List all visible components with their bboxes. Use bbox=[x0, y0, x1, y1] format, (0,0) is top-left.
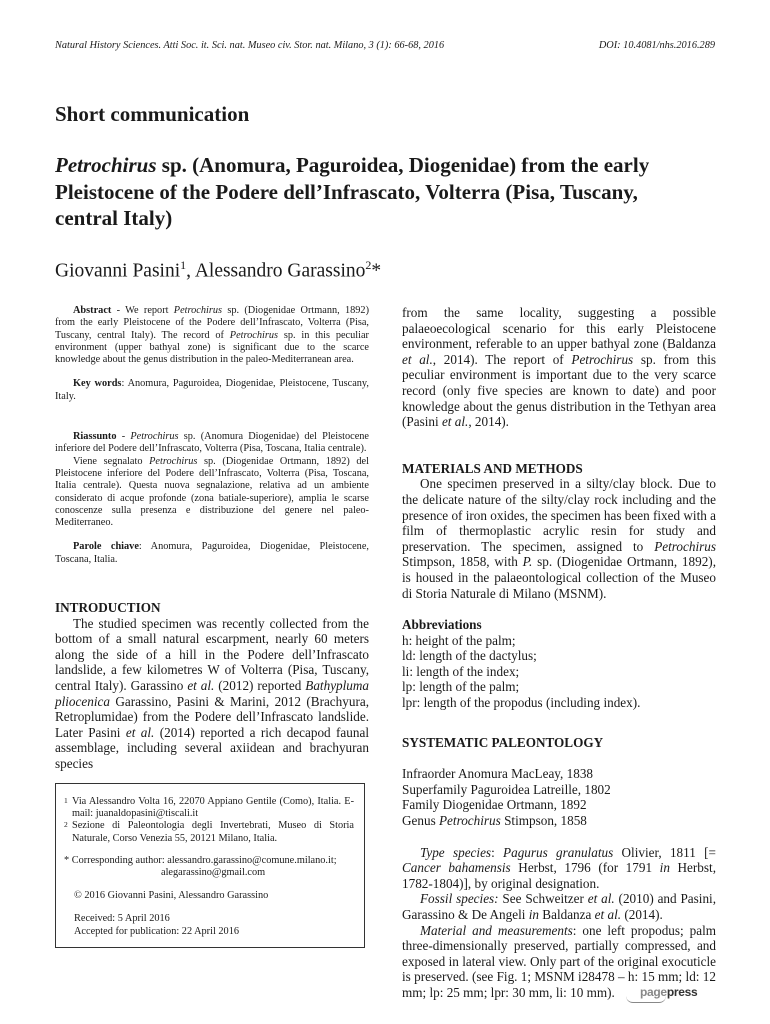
logo-part: page bbox=[640, 985, 667, 999]
riassunto-text: sp. (Anomura Diogenidae) del Pleistocene inferiore del Podere dell’Infrascato, Volterra (Pisa, Toscana, Italia centrale). bbox=[55, 431, 369, 455]
footnote-mark: 2 bbox=[64, 820, 68, 830]
et-al: et al. bbox=[125, 724, 155, 740]
copyright: © 2016 Giovanni Pasini, Alessandro Garassino bbox=[74, 890, 269, 902]
infraorder: Infraorder Anomura MacLeay, 1838 bbox=[402, 766, 594, 782]
species-name: Bathypluma pliocenica bbox=[55, 678, 370, 709]
material-label: Material and measurements bbox=[420, 922, 573, 938]
materials-body bbox=[402, 476, 716, 601]
genus-name: Petrochirus bbox=[571, 351, 634, 367]
family: Family Diogenidae Ortmann, 1892 bbox=[402, 797, 587, 813]
riassunto-genus: Petrochirus bbox=[130, 431, 179, 443]
left-column bbox=[55, 305, 369, 772]
riassunto-paragraph-2 bbox=[55, 456, 369, 530]
doi: DOI: 10.4081/nhs.2016.289 bbox=[598, 40, 715, 51]
et-al: et al. bbox=[187, 678, 215, 694]
genus-prefix: Genus bbox=[402, 813, 439, 829]
abbreviation-item: lpr: length of the propodus (including index). bbox=[402, 695, 641, 711]
footnote-text: Sezione di Paleontologia degli Invertebrati, Museo di Storia Naturale, Corso Venezia 55, 20121 Milano, Italia. bbox=[72, 820, 354, 844]
riassunto-text: - bbox=[116, 431, 131, 443]
genus-name: Petrochirus bbox=[439, 813, 501, 829]
type-species-text: Herbst, 1782-1804)], by original designation. bbox=[402, 860, 716, 891]
type-species bbox=[402, 845, 716, 892]
intro-text: sp. from this peculiar environment is important due to the very scarce record (only five species are known to date) and poor knowledge about the genus distribution in the Tethyan area (Pasini bbox=[402, 351, 716, 430]
riassunto-genus: Petrochirus bbox=[149, 455, 198, 467]
corresponding-star: * bbox=[371, 260, 382, 282]
corresponding-author bbox=[64, 855, 354, 867]
intro-continuation bbox=[402, 305, 716, 430]
abstract-label: Abstract bbox=[73, 305, 112, 316]
footnote-text: Via Alessandro Volta 16, 22070 Appiano Gentile (Como), Italia. E-mail: juanaldopasini@tiscali.it bbox=[72, 796, 354, 820]
corresponding-text: Corresponding author: alessandro.garassino@comune.milano.it; bbox=[69, 854, 337, 866]
materials-text: One specimen preserved in a silty/clay block. Due to the delicate nature of the silty/clay rock including and the presence of iron oxides, the specimen has been fixed with a film of thermoplastic acrylic resin for study and preservation. The specimen, assigned to bbox=[402, 476, 716, 554]
genus-name: Petrochirus bbox=[654, 538, 716, 554]
author-1: Giovanni Pasini bbox=[55, 260, 181, 282]
author-2: Alessandro Garassino bbox=[194, 260, 366, 282]
introduction-paragraph bbox=[55, 616, 369, 772]
fossil-species-text: (2010) and Pasini, Garassino & De Angeli bbox=[402, 891, 717, 922]
received-date: Received: 5 April 2016 bbox=[74, 913, 170, 925]
fossil-species bbox=[402, 891, 716, 922]
footnote-mark: 1 bbox=[64, 796, 68, 805]
et-al: et al. bbox=[402, 351, 433, 367]
intro-text: Garassino, Pasini & Marini, 2012 (Brachyura, Retroplumidae) from the Podere dell’Infrascato landslide. Later Pasini bbox=[55, 693, 369, 740]
abbreviation-item: lp: length of the palm; bbox=[402, 679, 520, 695]
et-al: et al. bbox=[441, 414, 469, 430]
introduction-heading: INTRODUCTION bbox=[55, 600, 161, 616]
abbreviations-heading: Abbreviations bbox=[402, 617, 482, 633]
taxonomy-details bbox=[402, 845, 716, 1001]
journal-citation: Natural History Sciences. Atti Soc. it. Sci. nat. Museo civ. Stor. nat. Milano, 3 (1): 66-68, 2016 bbox=[55, 40, 445, 51]
intro-continuation-paragraph bbox=[402, 305, 716, 430]
superfamily: Superfamily Paguroidea Latreille, 1802 bbox=[402, 781, 611, 797]
parole-chiave bbox=[55, 541, 369, 566]
abbreviations-list bbox=[402, 633, 716, 711]
introduction-body bbox=[55, 616, 369, 772]
abbreviation-item: ld: length of the dactylus; bbox=[402, 648, 537, 664]
parole-text: : Anomura, Paguroidea, Diogenidae, Pleistocene, Toscana, Italia. bbox=[55, 541, 369, 565]
right-column bbox=[402, 305, 716, 1001]
keywords bbox=[55, 378, 369, 403]
article-title bbox=[55, 152, 705, 232]
in-word: in bbox=[659, 860, 670, 876]
fossil-species-label: Fossil species: bbox=[420, 891, 499, 907]
footnote-1 bbox=[64, 796, 354, 820]
in-word: in bbox=[528, 907, 539, 922]
fossil-species-text: (2014). bbox=[621, 907, 663, 922]
intro-text: (2012) reported bbox=[214, 678, 306, 694]
taxonomy-list bbox=[402, 766, 716, 828]
footnote-box bbox=[55, 783, 365, 948]
author-separator: , bbox=[186, 260, 195, 282]
intro-text: (2014) reported a rich decapod faunal assemblage, including several axiidean and brachyuran species bbox=[55, 724, 369, 771]
genus bbox=[402, 813, 716, 829]
et-al: et al. bbox=[587, 891, 615, 907]
material-text: : one left propodus; palm three-dimensionally preserved, partially compressed, and exposed in lateral view. Only part of the original exocuticle is preserved. (see Fig. 1; MSNM i28478 – h: 15 mm; ld: 12 mm; lp: 25 mm; lpr: 30 mm, li: 10 mm). bbox=[402, 922, 716, 1000]
intro-text: from the same locality, suggesting a possible palaeoecological scenario for this early Pleistocene environment, referable to an upper bathyal zone (Baldanza bbox=[402, 305, 716, 352]
materials-heading: MATERIALS AND METHODS bbox=[402, 460, 583, 476]
title-genus: Petrochirus bbox=[55, 153, 157, 177]
fossil-species-text: Baldanza bbox=[539, 907, 595, 922]
keywords-text: : Anomura, Paguroidea, Diogenidae, Pleistocene, Tuscany, Italy. bbox=[55, 378, 369, 402]
pagepress-logo bbox=[640, 985, 697, 1003]
footnote-mark: * bbox=[64, 854, 70, 866]
abstract-text: - We report bbox=[111, 305, 174, 316]
footnote-2 bbox=[64, 820, 354, 844]
riassunto-label: Riassunto bbox=[73, 431, 117, 443]
parole-label: Parole chiave bbox=[73, 541, 139, 553]
abstract bbox=[55, 305, 369, 366]
author-list bbox=[55, 258, 381, 283]
materials-text: sp. (Diogenidae Ortmann, 1892), is housed in the palaeontological collection of the Museo di Storia Naturale di Milano (MSNM). bbox=[402, 554, 716, 601]
type-species-label: Type species bbox=[420, 844, 492, 860]
abbreviation-item: h: height of the palm; bbox=[402, 632, 516, 648]
affiliation-mark-2: 2 bbox=[365, 258, 372, 272]
materials-paragraph bbox=[402, 476, 716, 601]
type-species-text: Herbst, 1796 (for 1791 bbox=[510, 860, 660, 876]
type-species-text: : bbox=[491, 844, 504, 860]
genus-authority: Stimpson, 1858 bbox=[500, 813, 587, 829]
type-species-text: Olivier, 1811 [= bbox=[613, 844, 716, 860]
accepted-date: Accepted for publication: 22 April 2016 bbox=[74, 925, 239, 937]
abbreviation-item: li: length of the index; bbox=[402, 663, 520, 679]
abstract-genus: Petrochirus bbox=[229, 329, 279, 341]
systematic-heading: SYSTEMATIC PALEONTOLOGY bbox=[402, 734, 604, 750]
abstract-text: sp. in this peculiar environment (upper bathyal zone) is significant due to the scarce knowledge about the genus distribution in the paleo-Mediterranean area. bbox=[55, 329, 369, 366]
et-al: et al. bbox=[594, 907, 622, 922]
intro-text: , 2014). The report of bbox=[432, 351, 572, 367]
keywords-label: Key words bbox=[73, 378, 122, 390]
species-name: Pagurus granulatus bbox=[503, 844, 614, 860]
materials-text: Stimpson, 1858, with bbox=[402, 554, 523, 570]
corresponding-email: alegarassino@gmail.com bbox=[161, 867, 266, 879]
riassunto-text: Viene segnalato bbox=[73, 455, 150, 467]
logo-part: press bbox=[666, 985, 698, 999]
title-rest: sp. (Anomura, Paguroidea, Diogenidae) from the early Pleistocene of the Podere dell’Infrascato, Volterra (Pisa, Tuscany, central Italy) bbox=[55, 153, 650, 230]
abstract-block bbox=[55, 305, 369, 566]
intro-text: The studied specimen was recently collected from the bottom of a small natural escarpment, nearly 60 meters along the side of a hill in the Podere dell’Infrascato landslide, a few kilometres W of Volterra (Pisa, Tuscany, central Italy). Garassino bbox=[55, 615, 369, 694]
intro-text: , 2014). bbox=[468, 414, 509, 430]
riassunto bbox=[55, 431, 369, 456]
species-name: Cancer bahamensis bbox=[402, 860, 511, 876]
riassunto-text: sp. (Diogenidae Ortmann, 1892) del Pleistocene inferiore del Podere dell’Infrascato, Volterra (Pisa, Toscana, Italia centrale). Questa nuova segnalazione, relativa ad un ambiente considerato di acque profonde (zona batiale-superiore), amplia le scarse conoscenze sulla presenza e distribuzione del genere nel paleo-Mediterraneo. bbox=[55, 455, 369, 529]
section-type: Short communication bbox=[55, 102, 250, 126]
abstract-genus: Petrochirus bbox=[173, 305, 223, 316]
abstract-text: sp. (Diogenidae Ortmann, 1892) from the early Pleistocene of the Podere dell’Infrascato, Volterra (Pisa, Tuscany, central Italy). The record of bbox=[55, 305, 369, 341]
fossil-species-text: See Schweitzer bbox=[498, 891, 588, 907]
affiliation-mark-1: 1 bbox=[180, 258, 187, 272]
genus-abbrev: P. bbox=[522, 554, 533, 570]
